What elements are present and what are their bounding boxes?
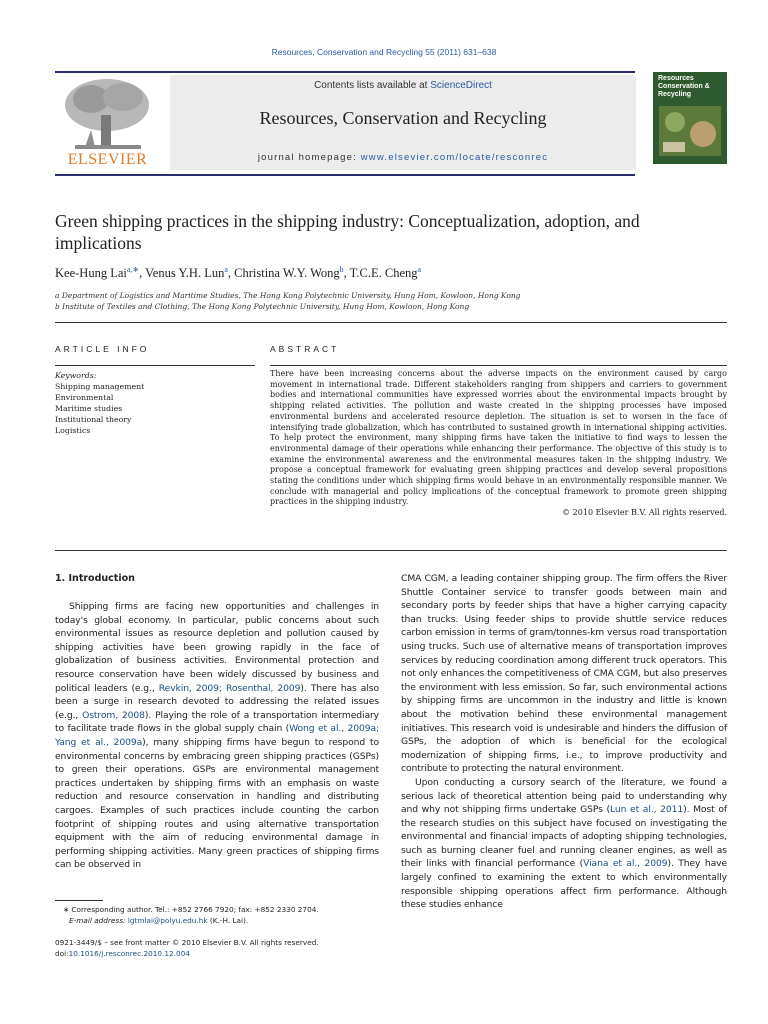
page-footer (55, 937, 385, 959)
body-column-left (55, 600, 379, 872)
keywords-block (55, 370, 245, 436)
abstract-text: There have been increasing concerns about the adverse impacts on the environment caused by cargo movement in international trade. Different stakeholders ranging from shippers and carriers to government bodies and international communities have expressed worries about the environmental impacts brought by shipping related activities. The pollution and waste created in the shipping processes have imposed environmental burdens and accelerated resource depletion. The situation is set to worsen in the face of intensifying trade globalization, which has contributed to sustained growth in international shipping activities. To help protect the environment, many shipping firms have taken the initiative to find ways to lessen the environmental damage of their operations while enhancing their performance. The objective of this study is to examine the environmental awareness and the environmental measures taken in the shipping industry. We propose a conceptual framework for evaluating green shipping practices and develop several propositions stating the conditions under which shipping firms would behave in an environmentally responsible manner. We conclude with managerial and policy implications of the conceptual framework to promote green shipping practices in the shipping industry. (270, 369, 727, 507)
footnote-rule (55, 900, 103, 901)
doi-line (55, 948, 385, 959)
email-label: E-mail address: (69, 916, 128, 925)
keyword-item: Maritime studies (55, 404, 123, 413)
doi-label: doi: (55, 949, 69, 958)
contents-prefix: Contents lists available at (314, 80, 431, 91)
text-run: ). Most of the research studies on this subject have focused on investigating the environmental and financial impacts of adopting shipping technologies, such as burning cleaner fuel and running cleaner engines, as well as their links with financial performance ( (401, 804, 727, 870)
sciencedirect-link[interactable]: ScienceDirect (430, 80, 492, 91)
keyword-item: Environmental (55, 393, 114, 402)
author-name: Kee-Hung Lai (55, 266, 127, 281)
email-suffix: (K.-H. Lai). (207, 916, 249, 925)
reference-link[interactable]: Revkin, 2009; Rosenthal, 2009 (158, 682, 301, 694)
journal-citation[interactable]: Resources, Conservation and Recycling 55 (2011) 631–638 (271, 47, 497, 57)
keyword-item: Logistics (55, 426, 91, 435)
author-affil-link[interactable]: a (224, 265, 228, 274)
keywords-label: Keywords: (55, 371, 97, 380)
abstract-bottom-rule (55, 550, 727, 551)
issn-line: 0921-3449/$ – see front matter © 2010 Elsevier B.V. All rights reserved. (55, 938, 319, 947)
paragraph: CMA CGM, a leading container shipping group. The firm offers the River Shuttle Container service to transfer goods between main and secondary ports by feeder ships that have a higher carrying capacity than trucks. Using feeder ships to provide shuttle service reduces carbon emission in terms of gram/tonnes-km versus road transportation using trucks. Such use of alternative means of transportation improves services by reducing coordination among different truck operators. This not only enhances the competitiveness of CMA CGM, but also preserves the environment with less emission. So far, such environmental actions by shipping firms are uncommon in the industry and little is known about the motivation behind these environmental management initiatives. This research void is undesirable and hinders the diffusion of GSPs, the adoption of which is beneficial for the ecological modernization of shipping firms, i.e., to improve productivity and contribute to protecting the natural environment. (401, 573, 727, 775)
section-rule (55, 322, 727, 323)
article-info-rule (55, 365, 255, 366)
email-line (55, 915, 379, 926)
reference-link[interactable]: Wong et al., 2009a; Yang et al., 2009a (55, 723, 379, 748)
text-run: Upon conducting a cursory search of the literature, we found a serious lack of theoretical attention being paid to understanding why and why not shipping firms undertake GSPs ( (401, 776, 727, 816)
author-list: Kee-Hung Lai$^{a,∗}$, Venus Y.H. Lun$^a$, Christina W.Y. Wong$^b$, T.C.E. Cheng$^a$ (55, 265, 422, 281)
cover-title: Resources Conservation & Recycling (658, 75, 710, 98)
affiliations (55, 290, 727, 312)
text-run: ). They have largely confined to examining the extent to which environmentally responsible shipping operations affect firm performance. Although these studies enhance (401, 858, 727, 911)
affiliation-b: b Institute of Textiles and Clothing, The Hong Kong Polytechnic University, Hung Hom, Kowloon, Hong Kong (55, 302, 470, 311)
homepage-url-link[interactable]: www.elsevier.com/locate/resconrec (360, 152, 549, 163)
reference-link[interactable]: Lun et al., 2011 (610, 804, 684, 816)
text-run: ). There has also been a surge in research devoted to addressing the related issues (e.g., (55, 682, 379, 721)
article-title: Green shipping practices in the shipping industry: Conceptualization, adoption, and implications (55, 211, 640, 253)
section-heading-introduction: 1. Introduction (55, 573, 135, 584)
article-info-heading: ARTICLE INFO (55, 344, 150, 354)
paragraph (401, 776, 727, 912)
contents-line (170, 80, 636, 91)
corresponding-author-note: ∗ Corresponding author. Tel.: +852 2766 7920; fax: +852 2330 2704. (63, 905, 319, 914)
author-affil-link[interactable]: b (339, 265, 344, 274)
header-bottom-rule (55, 174, 635, 176)
homepage-prefix: journal homepage: (257, 152, 361, 163)
journal-homepage (170, 152, 636, 163)
abstract-body (270, 369, 727, 519)
keyword-item: Shipping management (55, 382, 145, 391)
reference-link[interactable]: Ostrom, 2008 (82, 709, 145, 721)
paragraph (55, 600, 379, 872)
author-name: Christina W.Y. Wong (234, 266, 340, 281)
email-link[interactable]: lgtmlai@polyu.edu.hk (127, 916, 208, 925)
doi-link[interactable]: 10.1016/j.resconrec.2010.12.004 (68, 949, 190, 958)
copyright-line: © 2010 Elsevier B.V. All rights reserved. (562, 508, 727, 518)
abstract-heading: ABSTRACT (270, 344, 340, 354)
keyword-item: Institutional theory (55, 415, 132, 424)
footnote (55, 904, 379, 926)
reference-link[interactable]: Viana et al., 2009 (583, 858, 668, 870)
text-run: ), many shipping firms have begun to respond to environmental concerns by embracing green shipping practices (GSPs) to green their operations. GSPs are environmental management practices undertaken by shipping firms with an emphasis on waste reduction and resource conservation in handling and distributing cargoes. Examples of such practices include counting the carbon footprint of shipping routes and using alternative transportation equipment with the aim of reducing environmental damage in performing shipping activities. Many green practices of shipping firms can be observed in (55, 736, 379, 871)
text-run: Shipping firms are facing new opportunities and challenges in today's global economy. In particular, public concerns about such environmental issues as resource depletion and pollution caused by shipping activities have been growing rapidly in the face of globalization of business activities. Environmental protection and resource conservation have been widely discussed by business and political leaders (e.g., (55, 601, 379, 694)
header-top-rule (55, 71, 635, 73)
publisher-logo: ELSEVIER (67, 151, 148, 168)
journal-name: Resources, Conservation and Recycling (259, 108, 547, 128)
journal-cover-image (653, 72, 727, 164)
affiliation-a: a Department of Logistics and Maritime Studies, The Hong Kong Polytechnic University, Hung Hom, Kowloon, Hong Kong (55, 291, 521, 300)
body-column-right (401, 572, 727, 912)
author-affil-link[interactable]: a (417, 265, 422, 274)
author-name: T.C.E. Cheng (349, 266, 418, 281)
text-run: ). Playing the role of a transportation intermediary to facilitate trade flows in the global supply chain ( (55, 709, 379, 735)
abstract-rule (270, 365, 727, 366)
author-affil-link[interactable]: a,∗ (126, 265, 140, 274)
author-name: Venus Y.H. Lun (145, 266, 225, 281)
